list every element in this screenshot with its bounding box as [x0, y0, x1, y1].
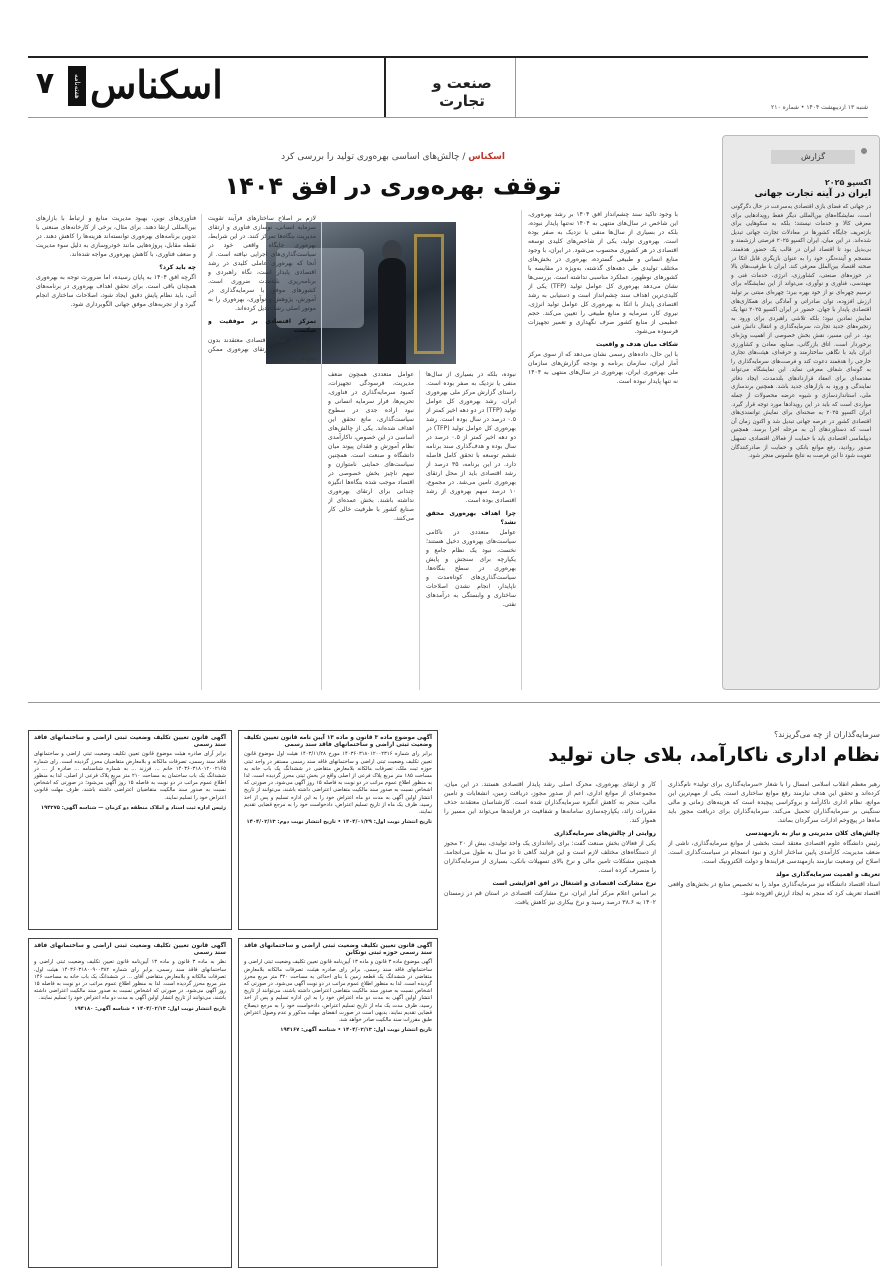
lead-col1-text: با وجود تاکید سند چشم‌انداز افق ۱۴۰۴ بر رشد بهره‌وری، این شاخص در سال‌های منتهی به ۱۴۰۴ نه‌تنها پایدار نبوده، بلکه در بسیاری از سال‌ها منفی یا نزدیک به صفر بوده است. بهره‌وری تولید، یکی از شاخص‌های کلیدی توسعه اقتصادی در هر کشوری محسوب می‌شود. در ایران، با وجود منابع انسانی و طبیعی گسترده، بهره‌وری در بخش‌های مختلف تولیدی طی دهه‌های گذشته، به‌ویژه در مقایسه با کشورهای نوظهور، عملکرد مناسبی نداشته است. بررسی‌ها نشان می‌دهد بهره‌وری کل عوامل تولید (TFP) یکی از کلیدی‌ترین اهداف سند چشم‌انداز است و دستیابی به رشد اقتصادی پایدار با اتکا به بهره‌وری کل عوامل تولید انرژی، نیروی کار، سرمایه و منابع طبیعی را تعیین می‌کند. حجم عظیمی از منابع کشور صرف نگهداری و تعمیر تجهیزات فرسوده می‌شود.	[528, 211, 678, 335]
bottom-col2b-text: یکی از فعالان بخش صنعت گفت: برای راه‌اندازی یک واحد تولیدی، بیش از ۲۰ مجوز از دستگاه‌های مختلف لازم است و این فرایند گاهی تا دو سال به طول می‌انجامد. همچنین مشکلات تامین مالی و نرخ بالای تسهیلات بانکی، بسیاری از سرمایه‌گذاران را منصرف کرده است.	[444, 840, 656, 874]
lead-article	[28, 142, 688, 697]
lead-kicker-text: / چالش‌های اساسی بهره‌وری تولید را بررسی کرد	[281, 152, 466, 162]
newspaper-logo: اسکناس	[90, 62, 223, 107]
report-column	[722, 135, 880, 690]
bottom-subhead-2c: نرخ مشارکت اقتصادی و اشتغال در افق افزایشی است	[492, 880, 656, 887]
report-body: در جهانی که فضای بازی اقتصادی به‌سرعت در حال دگرگونی است، نمایشگاه‌های بین‌المللی دیگر فقط رویدادهایی برای معرفی کالا و خدمات نیستند؛ بلکه به سکوهایی برای بازتعریف جایگاه کشورها در معادلات تجارت جهانی تبدیل شده‌اند. در این میان، ایران اکسپو ۲۰۲۵ فرصتی ارزشمند و بی‌بدیل بود تا اقتصاد ایران در قالب یک حضور هدفمند، منسجم و آینده‌نگر، خود را به عنوان بازیگری قابل اتکا در صحنه اقتصاد بین‌الملل معرفی کند. ایران با ظرفیت‌های بالا در حوزه‌های صنعتی، کشاورزی، انرژی، خدمات فنی و مهندسی، فناوری و نوآوری، می‌تواند از این نمایشگاه برای ترسیم چهره‌ای نو از خود بهره ببرد؛ چهره‌ای مبتنی بر تولید ارزش افزوده، توان صادراتی و آمادگی برای همکاری‌های اقتصادی پایدار با جهان. حضور در ایران اکسپو ۲۰۲۵ تنها یک نمایش نمادین نبود؛ بلکه تلاشی راهبردی برای ورود به زنجیره‌های جدید تجارت، سرمایه‌گذاری و انتقال دانش فنی بود. در این مسیر، نقش بخش خصوصی از اهمیت ویژه‌ای برخوردار است. اتاق بازرگانی، صنایع، معادن و کشاورزی ایران باید با نگاهی ساختارمند و حرفه‌ای، هیئت‌های تجاری خارجی را هدفمند دعوت کند و فرصت‌های سرمایه‌گذاری را به گونه‌ای شفاف معرفی نماید. این نمایشگاه می‌تواند مقدمه‌ای برای انعقاد قراردادهای بلندمدت، ایجاد دفاتر نمایندگی و ورود به بازارهای جدید باشد. همچنین برندسازی ملی، استانداردسازی و شیوه عرضه محصولات از جمله مواردی است که باید در این رویدادها مورد توجه قرار گیرد. ایران اکسپو ۲۰۲۵ به صحنه‌ای برای نمایش توانمندی‌های اقتصادی کشور در عرصه جهانی تبدیل شد و اکنون زمان آن است که دستاوردهای آن به مرحله اجرا برسد. همچنین دیپلماسی اقتصادی باید با حمایت از فعالان اقتصادی، تسهیل صدور روادید، رفع موانع بانکی و حمایت از صادرکنندگان تقویت شود تا این فرصت به نتایج ملموس منجر شود.	[731, 204, 871, 460]
column-divider	[321, 222, 322, 690]
lead-column-3	[328, 370, 414, 690]
bottom-col2-text: کار و ارتقای بهره‌وری، محرک اصلی رشد پایدار اقتصادی هستند. در این میان، مجموعه‌ای از موانع اداری، اعم از صدور مجوز، دریافت زمین، انشعابات و تامین مالی، منجر به کاهش انگیزه سرمایه‌گذاران شده است. کارشناسان معتقدند حذف مقررات زائد، یکپارچه‌سازی سامانه‌ها و شفافیت در فرایندها می‌تواند این مسیر را هموار کند.	[444, 781, 656, 824]
bottom-col2c-text: بر اساس اعلام مرکز آمار ایران، نرخ مشارکت اقتصادی در استان قم در زمستان ۱۴۰۲ به ۳۸.۶ درصد رسید و نرخ بیکاری نیز کاهش یافت.	[444, 890, 656, 906]
notice-footer: تاریخ انتشار نوبت اول: ۱۴۰۴/۰۲/۱۳ • شناسه آگهی: ۱۹۴۱۸۰	[74, 1005, 226, 1012]
lead-col5b-text: اگرچه افق ۱۴۰۴ به پایان رسیده، اما ضرورت توجه به بهره‌وری همچنان باقی است. برای تحقق اهداف بهره‌وری در برنامه‌های آتی، باید نظام پایش دقیق ایجاد شود، اصلاحات ساختاری انجام گیرد و از تجربه‌های موفق جهانی الگوبرداری شود.	[36, 274, 196, 308]
lead-col4b-text: بسیاری از فعالان اقتصادی معتقدند بدون اصلاح ساختاری، ارتقای بهره‌وری ممکن نخواهد بود.	[208, 337, 316, 362]
lead-col5-text: فناوری‌های نوین، بهبود مدیریت منابع و ارتباط با بازارهای بین‌المللی ارتقا دهند. برای مثال، برخی از کارخانه‌های صنعتی با تدوین برنامه‌های بهره‌وری توانسته‌اند هزینه‌ها را کاهش دهند. در نقطه مقابل، پروژه‌هایی مانند خودروسازی به دلیل سوء مدیریت و ضعف فناوری، با کاهش بهره‌وری مواجه شده‌اند.	[36, 215, 196, 258]
section-title: صنعت و تجارت	[432, 74, 492, 110]
lead-col4-text: لازم بر اصلاح ساختارهای فرآیند تقویت سرمایه انسانی، نوسازی فناوری و ارتقای مدیریت بنگاه‌ها تمرکز کنند. در این شرایط، بهره‌وری جایگاه واقعی خود در سیاست‌گذاری‌های اجرایی نیافته است. از آنجا که بهره‌وری عاملی کلیدی در رشد اقتصادی پایدار است، نگاه راهبردی و برنامه‌ریزی بلندمدت ضروری است. کشورهای موفق با سرمایه‌گذاری در آموزش، پژوهش و نوآوری، بهره‌وری را به موتور اصلی رشد تبدیل کرده‌اند.	[208, 215, 316, 312]
lead-kicker-brand: اسکناس	[468, 152, 505, 162]
lead-column-1	[528, 210, 678, 690]
bottom-headline: نظام اداری ناکارآمد، بلای جان تولید	[548, 744, 880, 766]
legal-notice	[28, 938, 232, 1268]
lead-subhead-1: شکاف میان هدف و واقعیت	[596, 341, 678, 348]
bottom-subhead-1: چالش‌های کلان مدیریتی و نیاز به بازمهندسی	[745, 830, 880, 837]
bottom-col1-text: رهبر معظم انقلاب اسلامی امسال را با شعار «سرمایه‌گذاری برای تولید» نام‌گذاری کرده‌اند و تحقق این هدف نیازمند رفع موانع ساختاری است. یکی از مهم‌ترین این موانع، نظام اداری ناکارآمد و بروکراسی پیچیده است که هزینه‌های زمانی و مالی سنگینی بر سرمایه‌گذاران تحمیل می‌کند. سرمایه‌گذاران برای دریافت مجوز باید ماه‌ها در پیچ‌وخم ادارات سرگردان بمانند.	[668, 781, 880, 824]
notice-footer: رئیس اداره ثبت اسناد و املاک منطقه دو کرمان — شناسه آگهی: ۱۹۴۲۷۵	[40, 804, 226, 811]
notice-body: نظر به ماده ۳ قانون و ماده ۱۳ آیین‌نامه قانون تعیین تکلیف وضعیت ثبتی اراضی و ساختمانهای فاقد سند رسمی، برابر رای شماره ۱۴۰۳۶۰۳۱۸۰۰۹۰۰۳۸۲ هیئت اول، تصرفات مالکانه و بلامعارض متقاضی آقای ... در ششدانگ یک باب خانه به مساحت ۱۴۶ متر مربع محرز گردیده است. لذا به منظور اطلاع عموم مراتب در دو نوبت به فاصله ۱۵ روز آگهی می‌شود. در صورتی که اشخاص نسبت به صدور سند مالکیت اعتراضی داشته باشند، می‌توانند از تاریخ انتشار اولین آگهی به مدت دو ماه اعتراض خود را تسلیم نمایند.	[34, 959, 227, 1002]
notice-body: آگهی موضوع ماده ۳ قانون و ماده ۱۳ آیین‌نامه قانون تعیین تکلیف وضعیت ثبتی اراضی و ساختمانهای فاقد سند رسمی. برابر رای صادره هیئت، تصرفات مالکانه بلامعارض متقاضی در ششدانگ یک قطعه زمین با بنای احداثی به مساحت ۳۲۰ متر مربع محرز گردیده است. لذا به منظور اطلاع عموم مراتب در دو نوبت آگهی می‌شود. در صورتی که اشخاص نسبت به صدور سند مالکیت متقاضی اعتراضی داشته باشند، می‌توانند از تاریخ انتشار اولین آگهی به مدت دو ماه اعتراض خود را به این اداره تسلیم و پس از اخذ رسید، ظرف مدت یک ماه از تاریخ تسلیم اعتراض، دادخواست خود را به مرجع ذیصلاح قضایی تقدیم نمایند. بدیهی است در صورت انقضای مهلت مذکور و عدم وصول اعتراض طبق مقررات سند مالکیت صادر خواهد شد.	[244, 959, 433, 1024]
bottom-column-2	[444, 780, 656, 1266]
bottom-subhead-1c: تعریف و اهمیت سرمایه‌گذاری مولد	[775, 871, 880, 878]
lead-column-5	[36, 214, 196, 690]
legal-notice	[238, 938, 438, 1268]
notice-footer: تاریخ انتشار نوبت اول: ۱۴۰۴/۰۱/۲۹ • تاریخ انتشار نوبت دوم: ۱۴۰۴/۰۲/۱۳	[246, 819, 432, 826]
lead-kicker	[128, 152, 658, 162]
lead-col3-text: عوامل متعددی همچون ضعف مدیریت، فرسودگی تجهیزات، کمبود سرمایه‌گذاری در فناوری، تحریم‌ها، فرار سرمایه انسانی و نبود اراده جدی در سطوح سیاست‌گذاری، مانع تحقق این اهداف شده‌اند. یکی از چالش‌های اساسی در این خصوص، ناکارآمدی نظام آموزش و فقدان پیوند میان دانشگاه و صنعت است. همچنین سیاست‌های حمایتی نامتوازن و سهم ناچیز بخش خصوصی در اقتصاد موجب شده بنگاه‌ها انگیزه چندانی برای ارتقای بهره‌وری نداشته باشند. بخش عمده‌ای از صنایع کشور با ظرفیت خالی کار می‌کنند.	[328, 371, 414, 522]
lead-subhead-5: چه باید کرد؟	[159, 264, 196, 271]
lead-column-2	[426, 370, 516, 690]
bottom-col1c-text: استاد اقتصاد دانشگاه نیز سرمایه‌گذاری مولد را به تخصیص منابع در بخش‌های واقعی اقتصاد تعریف کرد که منجر به ایجاد ارزش افزوده شود.	[668, 881, 880, 897]
section-divider	[515, 58, 516, 117]
photo-worker	[378, 258, 406, 364]
lead-column-4	[208, 214, 316, 690]
lead-col2-text: نبوده، بلکه در بسیاری از سال‌ها منفی یا نزدیک به صفر بوده است. راستای گزارش مرکز ملی بهره‌وری ایران، رشد بهره‌وری کل عوامل تولید (TFP) در دو دهه اخیر کمتر از ۰.۵ درصد در سال بوده است. رشد بهره‌وری کل عوامل تولید (TFP) در دو دهه اخیر کمتر از ۰.۵ درصد در سال بوده و هدف‌گذاری سند برنامه ششم توسعه با تحقق کامل فاصله دارد. در این برنامه، ۳۵ درصد از رشد اقتصادی باید از محل ارتقای بهره‌وری تامین می‌شد. در مجموع، ۱۰ درصد سهم بهره‌وری از رشد اقتصادی بوده است.	[426, 371, 516, 504]
report-kicker: اکسپو ۲۰۲۵	[824, 178, 871, 187]
legal-notice	[28, 730, 232, 930]
bottom-col1b-text: رئیس دانشگاه علوم اقتصادی معتقد است بخشی از موانع سرمایه‌گذاری، ناشی از ضعف مدیریت، کارآمدی پایین ساختار اداری و نبود انسجام در سیاست‌گذاری است. اصلاح این وضعیت نیازمند بازمهندسی فرایندها و دولت الکترونیک است.	[668, 840, 880, 865]
notice-body: برابر رای شماره ۱۴۰۳۶۰۳۱۸۰۱۲۰۰۲۳۱۶ مورخ ۱۴۰۳/۱۱/۲۸ هیئت اول موضوع قانون تعیین تکلیف وضعیت ثبتی اراضی و ساختمانهای فاقد سند رسمی مستقر در واحد ثبتی حوزه ثبت ملک، تصرفات مالکانه بلامعارض متقاضی در ششدانگ یک باب خانه به مساحت ۱۸۵ متر مربع پلاک فرعی از اصلی واقع در بخش ثبتی محرز گردیده است. لذا به منظور اطلاع عموم مراتب در دو نوبت به فاصله ۱۵ روز آگهی می‌شود. در صورتی که اشخاص نسبت به صدور سند مالکیت متقاضی اعتراضی داشته باشند، می‌توانند از تاریخ انتشار اولین آگهی به مدت دو ماه اعتراض خود را به این اداره تسلیم و پس از اخذ رسید، ظرف یک ماه از تاریخ تسلیم اعتراض، دادخواست خود را به مرجع قضایی تقدیم نمایند.	[244, 751, 432, 816]
legal-notices	[28, 730, 438, 1270]
bottom-subhead-2: روایتی از چالش‌های سرمایه‌گذاری	[553, 830, 656, 837]
lead-col1b-text: با این حال، داده‌های رسمی نشان می‌دهد که از سوی مرکز آمار ایران، سازمان برنامه و بودجه گزارش‌های سازمان ملی بهره‌وری ایران، بهره‌وری در سال‌های منتهی به ۱۴۰۴ نه‌ تنها پایدار نبوده است.	[528, 351, 678, 385]
date-line: شنبه ۱۳ اردیبهشت ۱۴۰۴ • شماره ۲۱۰	[771, 104, 868, 111]
lead-headline: توقف بهره‌وری در افق ۱۴۰۴	[224, 172, 562, 200]
column-divider	[521, 210, 522, 690]
bottom-article	[440, 712, 880, 1272]
column-divider	[201, 214, 202, 690]
report-headline: ایران در آینه تجارت جهانی	[754, 189, 871, 199]
notice-title: آگهی موضوع ماده ۳ قانون و ماده ۱۳ آیین نامه قانون تعیین تکلیف وضعیت ثبتی اراضی و ساختمانهای فاقد سند رسمی	[244, 735, 433, 749]
section-rule	[28, 702, 880, 703]
photo-frame	[414, 234, 444, 354]
notice-footer: تاریخ انتشار نوبت اول: ۱۴۰۴/۰۲/۱۳ • شناسه آگهی: ۱۹۴۱۶۷	[280, 1027, 432, 1034]
notice-body: برابر آرای صادره هیئت موضوع قانون تعیین تکلیف وضعیت ثبتی اراضی و ساختمانهای فاقد سند رسمی، تصرفات مالکانه و بلامعارض متقاضیان محرز گردیده است. رای شماره ۱۴۰۳۶۰۳۱۸۰۱۲۰۰۲۱۶۵ خانم ... فرزند ... به شماره شناسنامه ... صادره از ... در ششدانگ یک باب ساختمان به مساحت ۲۱۰ متر مربع پلاک فرعی از اصلی. لذا به منظور اطلاع عموم مراتب در دو نوبت به فاصله ۱۵ روز آگهی می‌شود؛ در صورتی که اشخاص نسبت به صدور سند مالکیت متقاضیان اعتراضی داشته باشند، ظرف مهلت قانونی اعتراض خود را تسلیم نمایند.	[34, 751, 226, 801]
brand-tag: هفته‌نامه	[68, 66, 86, 106]
notice-title: آگهی قانون تعیین تکلیف وضعیت ثبتی اراضی و ساختمانهای فاقد سند رسمی	[34, 735, 226, 749]
column-divider	[419, 370, 420, 690]
report-marker-icon	[859, 146, 869, 156]
bottom-kicker: سرمایه‌گذاران از چه می‌گریزند؟	[774, 730, 880, 739]
masthead-divider	[384, 58, 386, 117]
page-number: ۷	[35, 66, 55, 101]
bottom-column-1	[668, 780, 880, 1266]
column-divider	[661, 780, 662, 1266]
report-label: گزارش	[771, 150, 855, 164]
lead-subhead-4: تمرکز اقتصادی بر موفقیت و شکست	[208, 318, 316, 334]
notice-title: آگهی قانون تعیین تکلیف وضعیت ثبتی اراضی و ساختمانهای فاقد سند رسمی	[34, 943, 226, 957]
masthead	[28, 56, 868, 118]
notice-title: آگهی قانون تعیین تکلیف وضعیت ثبتی اراضی و ساختمانهای فاقد سند رسمی حوزه ثبتی تونکابن	[244, 943, 432, 957]
legal-notice	[238, 730, 438, 930]
lead-subhead-2: چرا اهداف بهره‌وری محقق نشد؟	[426, 510, 516, 526]
lead-col2b-text: عوامل متعددی در ناکامی سیاست‌های بهره‌وری دخیل هستند؛ نخست، نبود یک نظام جامع و یکپارچه برای سنجش و پایش بهره‌وری در سطح بنگاه‌ها. سیاست‌گذاری‌های کوتاه‌مدت و ناپایدار، انجام نشدن اصلاحات ساختاری و وابستگی به درآمدهای نفتی.	[426, 529, 516, 608]
